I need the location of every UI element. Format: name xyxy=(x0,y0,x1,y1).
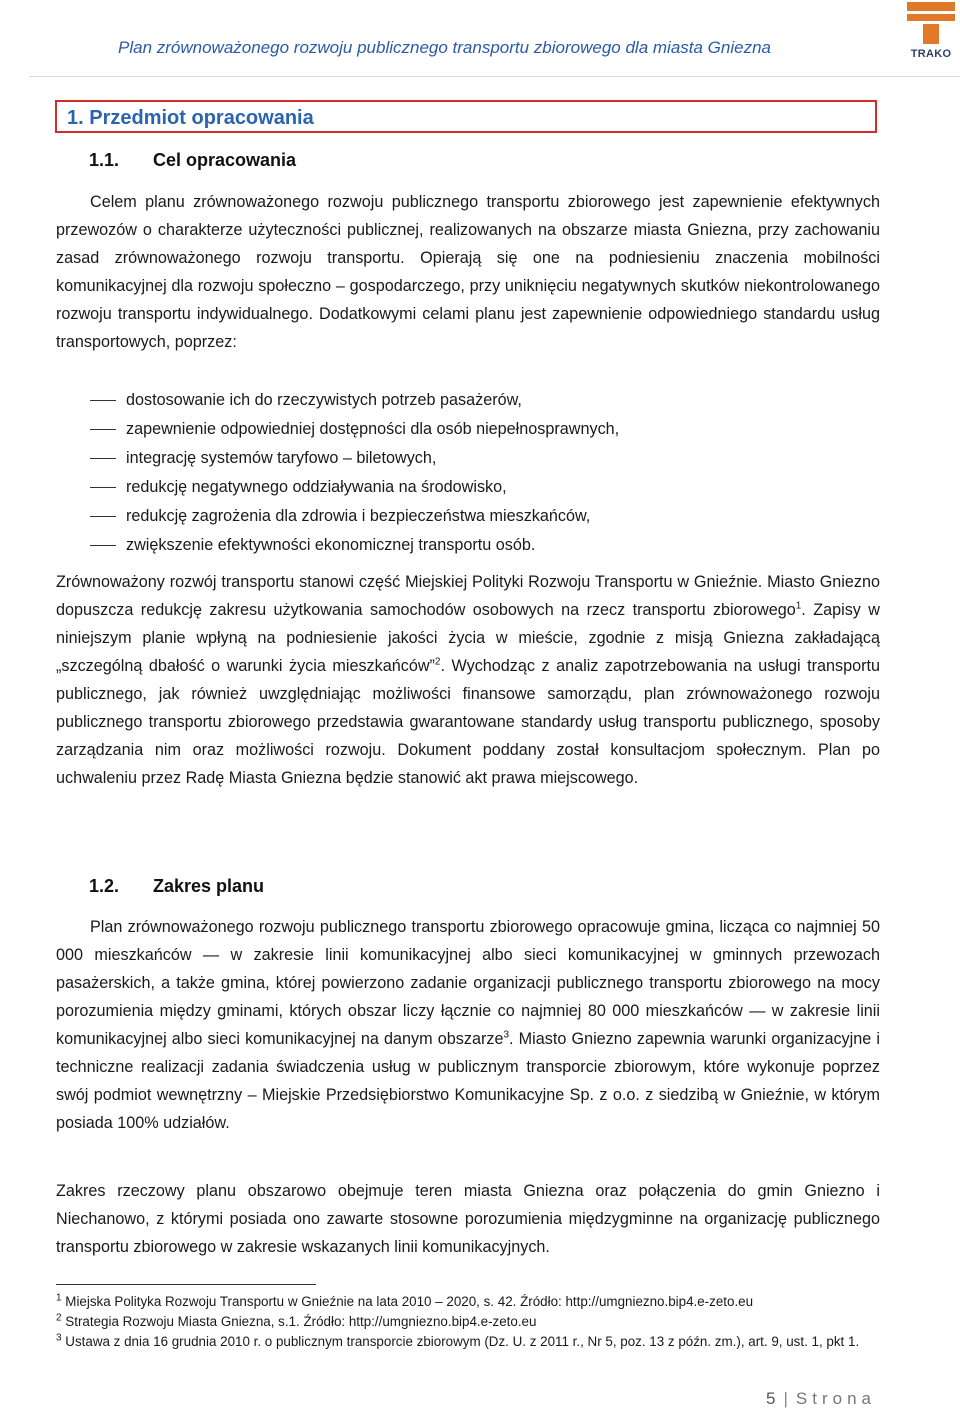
logo-text: TRAKO xyxy=(910,48,952,60)
section-heading: 1. Przedmiot opracowania xyxy=(67,107,314,129)
list-item: dostosowanie ich do rzeczywistych potrzeb pasażerów, xyxy=(56,386,880,415)
footnote-ref: 1 xyxy=(795,600,802,612)
footnote-divider xyxy=(56,1284,316,1285)
footer-separator: | xyxy=(783,1389,788,1408)
dash-icon xyxy=(90,545,116,546)
footnote-ref: 2 xyxy=(434,656,441,668)
dash-icon xyxy=(90,458,116,459)
page-header xyxy=(0,0,960,78)
subsection-heading-1-2 xyxy=(89,876,264,897)
section-heading-box xyxy=(55,100,877,133)
subsection-heading-1-1 xyxy=(89,150,296,171)
footnote: $^2$ Strategia Rozwoju Miasta Gniezna, s.1. Źródło: http://umgniezno.bip4.e-zeto.eu xyxy=(56,1312,537,1329)
list-item: integrację systemów taryfowo – biletowych, xyxy=(56,444,880,473)
dash-icon xyxy=(90,487,116,488)
document-title: Plan zrównoważonego rozwoju publicznego transportu zbiorowego dla miasta Gniezna xyxy=(118,38,771,57)
page-number: 5 xyxy=(766,1389,776,1408)
subsection-number: 1.2. xyxy=(89,876,120,896)
list-item: zapewnienie odpowiedniej dostępności dla osób niepełnosprawnych, xyxy=(56,415,880,444)
page-label: Strona xyxy=(795,1389,876,1408)
paragraph-goals: Celem planu zrównoważonego rozwoju publicznego transportu zbiorowego jest zapewnienie efektywnych przewozów o charakterze użyteczności publicznej, realizowanych na obszarze miasta Gniezna, przy zachowaniu zasad zrównoważonego rozwoju transportu. Opierają się one na podniesieniu znaczenia mobilności komunikacyjnej dla rozwoju społeczno – gospodarczego, przy uniknięciu negatywnych skutków niekontrolowanego rozwoju transportu indywidualnego. Dodatkowymi celami planu jest zapewnienie odpowiedniego standardu usług transportowych, poprzez: xyxy=(56,193,880,351)
list-item: redukcję negatywnego oddziaływania na środowisko, xyxy=(56,473,880,502)
subsection-title: Cel opracowania xyxy=(153,150,297,170)
list-item: zwiększenie efektywności ekonomicznej transportu osób. xyxy=(56,531,880,560)
list-item: redukcję zagrożenia dla zdrowia i bezpieczeństwa mieszkańców, xyxy=(56,502,880,531)
footnote-ref: 3 xyxy=(503,1029,510,1041)
paragraph-material-scope: Zakres rzeczowy planu obszarowo obejmuje teren miasta Gniezna oraz połączenia do gmin Gniezno i Niechanowo, z którymi posiada ono zawarte stosowne porozumienia międzygminne na organizację publicznego transportu zbiorowego w zakresie wskazanych linii komunikacyjnych. xyxy=(56,1182,880,1256)
footnote: $^1$ Miejska Polityka Rozwoju Transportu w Gnieźnie na lata 2010 – 2020, s. 42. Źródło: http://umgniezno.bip4.e-zeto.eu xyxy=(56,1292,754,1309)
dash-icon xyxy=(90,429,116,430)
subsection-number: 1.1. xyxy=(89,150,120,170)
footnote: $^3$ Ustawa z dnia 16 grudnia 2010 r. o publicznym transporcie zbiorowym (Dz. U. z 2011 r., Nr 5, poz. 13 z późn. zm.), art. 9, ust. 1, pkt 1. xyxy=(56,1332,860,1349)
subsection-title: Zakres planu xyxy=(153,876,265,896)
footnotes xyxy=(56,1292,880,1352)
paragraph-sustainable-transport: Zrównoważony rozwój transportu stanowi część Miejskiej Polityki Rozwoju Transportu w Gnieźnie. Miasto Gniezno dopuszcza redukcję zakresu użytkowania samochodów osobowych na rzecz transportu zbiorowego$^1$. Zapisy w niniejszym planie wpłyną na podniesienie jakości życia w mieście, zgodnie z misją Gniezna zakładającą „szczególną dbałość o warunki życia mieszkańców”$^2$. Wychodząc z analiz zapotrzebowania na usługi transportu publicznego, jak również uwzględniając możliwości finansowe samorządu, plan zrównoważonego rozwoju publicznego transportu zbiorowego przedstawia gwarantowane standardy usług transportu publicznego, sposoby zarządzania nim oraz możliwości rozwoju. Dokument poddany został konsultacjom społecznym. Plan po uchwaleniu przez Radę Miasta Gniezna będzie stanowić akt prawa miejscowego. xyxy=(56,573,880,787)
header-divider xyxy=(30,76,960,77)
paragraph-scope: Plan zrównoważonego rozwoju publicznego transportu zbiorowego opracowuje gmina, licząca co najmniej 50 000 mieszkańców — w zakresie linii komunikacyjnej albo sieci komunikacyjnej w gminnych przewozach pasażerskich, a także gmina, której powierzono zadanie organizacji publicznego transportu zbiorowego na mocy porozumienia między gminami, których obszar liczy łącznie co najmniej 80 000 mieszkańców — w zakresie linii komunikacyjnej albo sieci komunikacyjnej na danym obszarze$^3$. Miasto Gniezno zapewnia warunki organizacyjne i techniczne realizacji zadania świadczenia usług w publicznym transporcie zbiorowym, które wykonuje poprzez swój podmiot wewnętrzny – Miejskie Przedsiębiorstwo Komunikacyjne Sp. z o.o. z siedzibą w Gnieźnie, w którym posiada 100% udziałów. xyxy=(56,918,880,1132)
dash-icon xyxy=(90,516,116,517)
goals-list xyxy=(56,386,880,560)
page-footer xyxy=(766,1389,876,1409)
dash-icon xyxy=(90,400,116,401)
